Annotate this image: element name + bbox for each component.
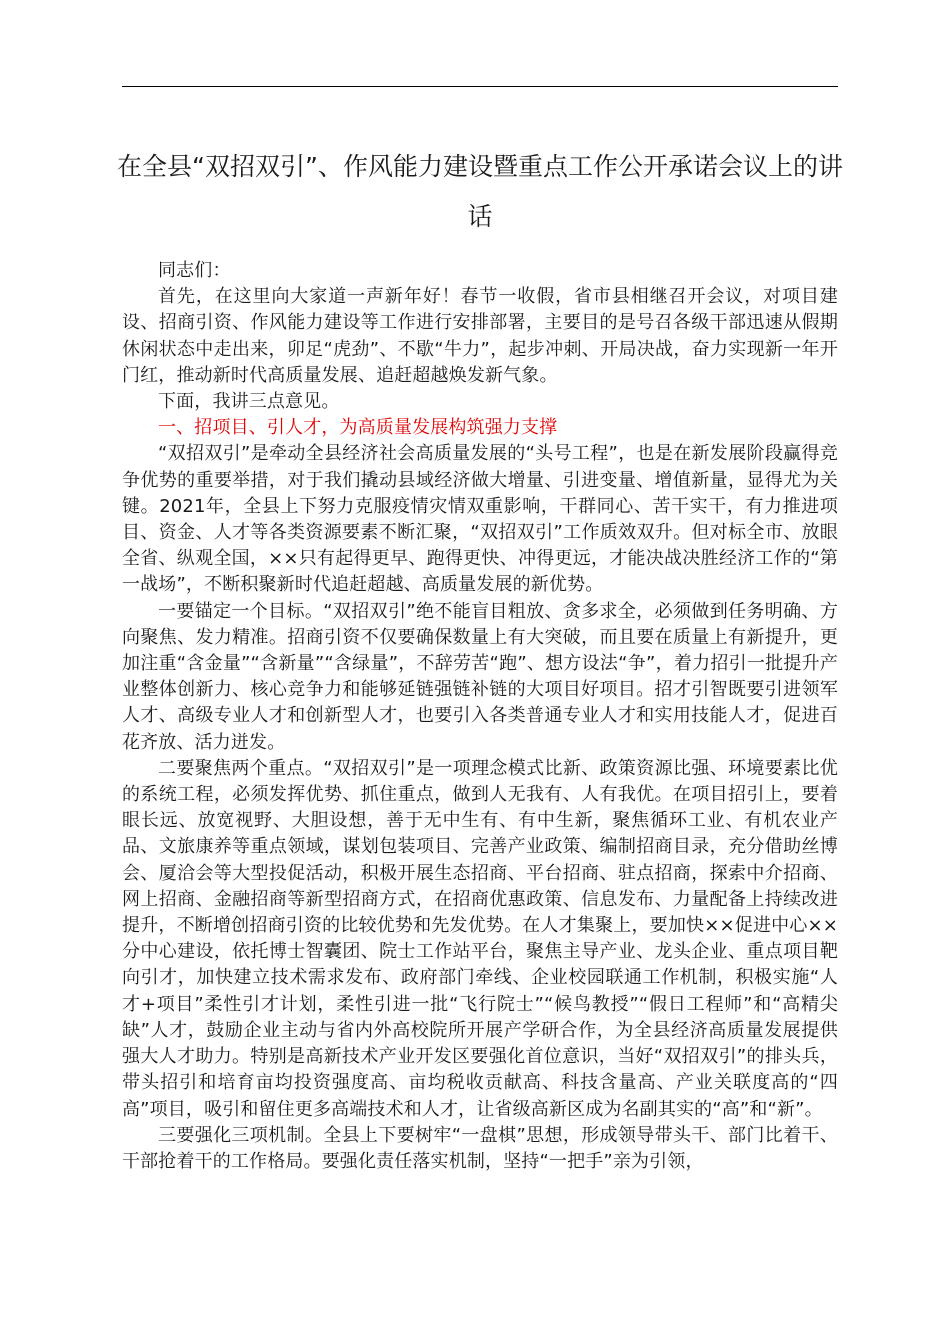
greeting: 同志们： — [158, 260, 231, 281]
section-heading-1: 一、招项目、引人才，为高质量发展构筑强力支撑 — [158, 417, 558, 439]
section-paragraph: 二要聚焦两个重点。“双招双引”是一项理念模式比新、政策资源比强、环境要素比优的系统工程，必须发挥优势、抓住重点，做到人无我有、人有我优。在项目招引上，要着眼长远、放宽视野、大胆设想，善于无中生有、有中生新，聚焦循环工业、有机农业产品、文旅康养等重点领域，谋划包装项目、完善产业政策、编制招商目录，充分借助丝博会、厦洽会等大型投促活动，积极开展生态招商、平台招商、驻点招商，探索中介招商、网上招商、金融招商等新型招商方式，在招商优惠政策、信息发布、力量配备上持续改进提升，不断增创招商引资的比较优势和先发优势。在人才集聚上，要加快××促进中心××分中心建设，依托博士智囊团、院士工作站平台，聚焦主导产业、龙头企业、重点项目靶向引才，加快建立技术需求发布、政府部门牵线、企业校园联通工作机制，积极实施“人才+项目”柔性引才计划，柔性引进一批“飞行院士”“候鸟教授”“假日工程师”和“高精尖缺”人才，鼓励企业主动与省内外高校院所开展产学研合作，为全县经济高质量发展提供强大人才助力。特别是高新技术产业开发区要强化首位意识，当好“双招双引”的排头兵，带头招引和培育亩均投资强度高、亩均税收贡献高、科技含量高、产业关联度高的“四高”项目，吸引和留住更多高端技术和人才，让省级高新区成为名副其实的“高”和“新”。 — [122, 757, 838, 1120]
document-title: 在全县“双招双引”、作风能力建设暨重点工作公开承诺会议上的讲话 — [117, 152, 843, 231]
paragraph-opening: 首先，在这里向大家道一声新年好！春节一收假，省市县相继召开会议，对项目建设、招商引资、作风能力建设等工作进行安排部署，主要目的是号召各级干部迅速从假期休闲状态中走出来，卯足“虎劲”、不歇“牛力”，起步冲刺、开局决战，奋力实现新一年开门红，推动新时代高质量发展、追赶超越焕发新气象。 — [122, 286, 838, 386]
section-paragraph: “双招双引”是牵动全县经济社会高质量发展的“头号工程”，也是在新发展阶段赢得竞争优势的重要举措，对于我们撬动县域经济做大增量、引进变量、增值新量，显得尤为关键。2021年，全县上下努力克服疫情灾情双重影响，干群同心、苦干实干，有力推进项目、资金、人才等各类资源要素不断汇聚，“双招双引”工作质效双升。但对标全市、放眼全省、纵观全国，××只有起得更早、跑得更快、冲得更远，才能决战决胜经济工作的“第一战场”，不断积聚新时代追赶超越、高质量发展的新优势。 — [122, 443, 838, 596]
section-paragraph: 三要强化三项机制。全县上下要树牢“一盘棋”思想，形成领导带头干、部门比着干、干部抢着干的工作格局。要强化责任落实机制，坚持“一把手”亲为引领， — [122, 1124, 838, 1172]
section-paragraph: 一要锚定一个目标。“双招双引”绝不能盲目粗放、贪多求全，必须做到任务明确、方向聚焦、发力精准。招商引资不仅要确保数量上有大突破，而且要在质量上有新提升，更加注重“含金量”“含新量”“含绿量”，不辞劳苦“跑”、想方设法“争”，着力招引一批提升产业整体创新力、核心竞争力和能够延链强链补链的大项目好项目。招才引智既要引进领军人才、高级专业人才和创新型人才，也要引入各类普通专业人才和实用技能人才，促进百花齐放、活力迸发。 — [122, 600, 838, 753]
document-body — [122, 258, 838, 1175]
header-rule — [122, 86, 838, 87]
paragraph-outline: 下面，我讲三点意见。 — [158, 391, 340, 413]
